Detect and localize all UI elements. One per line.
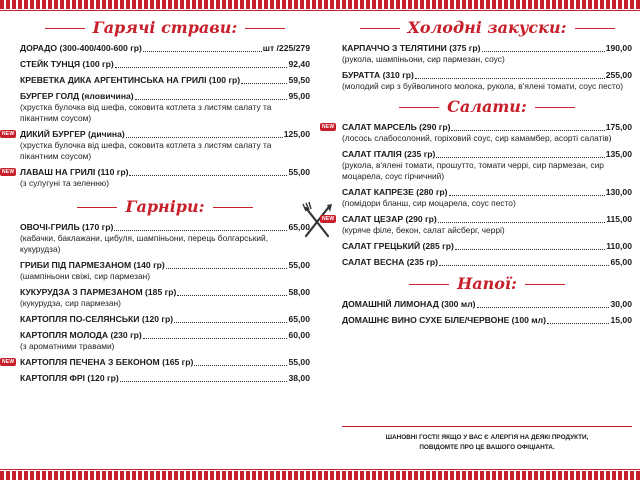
menu-item-name: КУКУРУДЗА З ПАРМЕЗАНОМ (185 гр) <box>20 287 177 297</box>
menu-item-name: КАРТОПЛЯ ПЕЧЕНА З БЕКОНОМ (165 гр) <box>20 357 194 367</box>
hot-dishes-list <box>2 43 310 189</box>
menu-item-price: 60,00 <box>288 330 310 340</box>
menu-item-row <box>342 315 632 326</box>
menu-item-description: (з ароматними травами) <box>20 341 115 351</box>
menu-item-price: 92,40 <box>288 59 310 69</box>
menu-item-name: ДОМАШНЄ ВИНО СУХЕ БІЛЕ/ЧЕРВОНЕ (100 мл) <box>342 315 546 325</box>
menu-item-price: 65,00 <box>610 257 632 267</box>
menu-item-price: 59,50 <box>288 75 310 85</box>
menu-item-row <box>342 241 632 252</box>
menu-item <box>342 241 632 252</box>
menu-item <box>20 260 310 282</box>
menu-item-description: (рукола, шампіньони, сир пармезан, соус) <box>342 54 505 64</box>
new-badge: NEW <box>322 124 335 130</box>
menu-item <box>2 167 310 189</box>
new-badge: NEW <box>2 131 15 137</box>
section-title-hot-dishes <box>20 18 310 37</box>
menu-item <box>20 287 310 309</box>
menu-item-row <box>342 257 632 268</box>
menu-item-name: САЛАТ ЦЕЗАР (290 гр) <box>342 214 437 224</box>
menu-item-description: (помідори бланш, сир моцарела, соус песто) <box>342 198 516 208</box>
heading-rule <box>575 28 615 29</box>
menu-item <box>322 214 632 236</box>
menu-item-price: 115,00 <box>606 214 632 224</box>
menu-item-name: КАРТОПЛЯ ФРІ (120 гр) <box>20 373 119 383</box>
menu-item-row <box>20 222 310 233</box>
menu-item-row <box>20 91 310 102</box>
menu-item-row <box>20 314 310 325</box>
menu-item <box>342 149 632 182</box>
dot-leader <box>115 67 288 68</box>
menu-item-price: 190,00 <box>605 43 632 53</box>
dot-leader <box>120 381 288 382</box>
dot-leader <box>415 78 605 79</box>
dot-leader <box>194 365 287 366</box>
menu-item <box>2 357 310 368</box>
menu-item-name: ГРИБИ ПІД ПАРМЕЗАНОМ (140 гр) <box>20 260 165 270</box>
menu-item-description: (хрустка булочка від шефа, соковита котлета з листям салату та пікантним соусом) <box>20 102 272 123</box>
menu-item-price: 30,00 <box>610 299 632 309</box>
dot-leader <box>451 130 604 131</box>
menu-item-name: КАРТОПЛЯ ПО-СЕЛЯНСЬКИ (120 гр) <box>20 314 174 324</box>
section-title-garnish <box>20 197 310 216</box>
dot-leader <box>129 175 287 176</box>
menu-item <box>20 314 310 325</box>
dot-leader <box>177 295 287 296</box>
dot-leader <box>166 268 288 269</box>
top-border <box>0 0 640 9</box>
allergy-note-line2: ПОВІДОМТЕ ПРО ЦЕ ВАШОГО ОФІЦІАНТА. <box>419 444 555 451</box>
drinks-title-text: Напої: <box>457 274 517 293</box>
menu-item-description: (хрустка булочка від шефа, соковита котлета з листям салату та пікантним соусом) <box>20 140 272 161</box>
menu-item-price: шт /225/279 <box>262 43 310 53</box>
menu-item-price: 15,00 <box>610 315 632 325</box>
bottom-border <box>0 471 640 480</box>
menu-item-price: 38,00 <box>288 373 310 383</box>
dot-leader <box>482 51 605 52</box>
menu-item-name: САЛАТ КАПРЕЗЕ (280 гр) <box>342 187 448 197</box>
menu-item-price: 125,00 <box>283 129 310 139</box>
menu-item-name: ДИКИЙ БУРГЕР (дичина) <box>20 129 125 139</box>
new-badge: NEW <box>322 216 335 222</box>
heading-rule <box>535 107 575 108</box>
heading-rule <box>45 28 85 29</box>
menu-item-name: ДОМАШНІЙ ЛИМОНАД (300 мл) <box>342 299 476 309</box>
menu-item-price: 65,00 <box>288 314 310 324</box>
heading-rule <box>77 207 117 208</box>
menu-item-row <box>20 129 310 140</box>
menu-item-name: ЛАВАШ НА ГРИЛІ (110 гр) <box>20 167 129 177</box>
right-column <box>322 14 632 331</box>
salads-title-text: Салати: <box>447 97 527 116</box>
dot-leader <box>438 222 605 223</box>
menu-item <box>342 43 632 65</box>
menu-item <box>20 43 310 54</box>
menu-item <box>342 315 632 326</box>
menu-item <box>342 257 632 268</box>
menu-item <box>342 70 632 92</box>
menu-item-name: КАРТОПЛЯ МОЛОДА (230 гр) <box>20 330 142 340</box>
dot-leader <box>436 157 604 158</box>
menu-item-price: 95,00 <box>288 91 310 101</box>
menu-item-description: (кабачки, баклажани, цибуля, шампіньони, перець болгарський, кукурудза) <box>20 233 269 254</box>
menu-item-row <box>20 167 310 178</box>
menu-item <box>20 373 310 384</box>
menu-item <box>20 75 310 86</box>
dot-leader <box>143 51 262 52</box>
dot-leader <box>455 249 605 250</box>
heading-rule <box>409 284 449 285</box>
dot-leader <box>114 230 287 231</box>
menu-item-price: 175,00 <box>605 122 632 132</box>
menu-item <box>20 330 310 352</box>
menu-item-price: 130,00 <box>605 187 632 197</box>
garnish-title-text: Гарніри: <box>125 197 205 216</box>
heading-rule <box>360 28 400 29</box>
menu-item-name: СТЕЙК ТУНЦЯ (100 гр) <box>20 59 114 69</box>
allergy-note-line1: ШАНОВНІ ГОСТІ! ЯКЩО У ВАС Є АЛЕРГІЯ НА ДЕЯКІ ПРОДУКТИ, <box>385 434 589 441</box>
menu-item-price: 65,00 <box>288 222 310 232</box>
section-title-salads <box>342 97 632 116</box>
menu-item-row <box>20 357 310 368</box>
menu-item-row <box>342 187 632 198</box>
menu-item-row <box>20 287 310 298</box>
menu-item-name: ОВОЧІ-ГРИЛЬ (170 гр) <box>20 222 114 232</box>
menu-item <box>20 222 310 255</box>
menu-item-name: САЛАТ ВЕСНА (235 гр) <box>342 257 438 267</box>
heading-rule <box>245 28 285 29</box>
menu-item-row <box>20 373 310 384</box>
menu-item-row <box>342 149 632 160</box>
menu-item-description: (кукурудза, сир пармезан) <box>20 298 121 308</box>
menu-item-price: 55,00 <box>288 357 310 367</box>
menu-item-description: (куряче філе, бекон, салат айсберг, черрі) <box>342 225 505 235</box>
menu-item <box>342 299 632 310</box>
menu-item-name: САЛАТ ІТАЛІЯ (235 гр) <box>342 149 436 159</box>
menu-item-name: САЛАТ МАРСЕЛЬ (290 гр) <box>342 122 451 132</box>
menu-item-row <box>342 299 632 310</box>
menu-item-name: БУРГЕР ГОЛД (яловичина) <box>20 91 134 101</box>
menu-item-price: 255,00 <box>605 70 632 80</box>
new-badge: NEW <box>2 169 15 175</box>
dot-leader <box>174 322 287 323</box>
section-title-cold-snacks <box>342 18 632 37</box>
menu-item-row <box>342 214 632 225</box>
menu-item-description: (лосось слабосолоний, горіховий соус, сир камамбер, асорті салатів) <box>342 133 612 143</box>
dot-leader <box>449 195 605 196</box>
menu-item-price: 135,00 <box>605 149 632 159</box>
allergy-note <box>342 426 632 453</box>
menu-item-name: САЛАТ ГРЕЦЬКИЙ (285 гр) <box>342 241 454 251</box>
garnish-list <box>2 222 310 384</box>
dot-leader <box>126 137 283 138</box>
menu-item-row <box>342 122 632 133</box>
menu-item <box>20 91 310 124</box>
dot-leader <box>477 307 610 308</box>
menu-item-name: КРЕВЕТКА ДИКА АРГЕНТИНСЬКА НА ГРИЛІ (100 гр) <box>20 75 241 85</box>
menu-item-name: БУРАТТА (310 гр) <box>342 70 414 80</box>
cold-snacks-list <box>342 43 632 92</box>
menu-item <box>342 187 632 209</box>
menu-item-row <box>20 260 310 271</box>
menu-item-price: 55,00 <box>288 167 310 177</box>
menu-item-price: 110,00 <box>606 241 632 251</box>
new-badge: NEW <box>2 359 15 365</box>
dot-leader <box>547 323 610 324</box>
dot-leader <box>135 99 288 100</box>
hot-title-text: Гарячі страви: <box>92 18 238 37</box>
menu-item-name: КАРПАЧЧО З ТЕЛЯТИНИ (375 гр) <box>342 43 481 53</box>
heading-rule <box>399 107 439 108</box>
menu-item-row <box>342 70 632 81</box>
menu-item-description: (шампіньони свіжі, сир пармезан) <box>20 271 151 281</box>
cold-title-text: Холодні закуски: <box>407 18 567 37</box>
dot-leader <box>143 338 288 339</box>
section-title-drinks <box>342 274 632 293</box>
dot-leader <box>241 83 287 84</box>
menu-item <box>2 129 310 162</box>
left-column <box>2 14 310 389</box>
menu-item-row <box>20 330 310 341</box>
menu-item-price: 55,00 <box>288 260 310 270</box>
menu-item-row <box>20 43 310 54</box>
menu-item-name: ДОРАДО (300-400/400-600 гр) <box>20 43 142 53</box>
menu-item <box>322 122 632 144</box>
dot-leader <box>439 265 610 266</box>
menu-item-description: (з сулугуні та зеленню) <box>20 178 109 188</box>
menu-item-description: (рукола, в'ялені томати, прошутто, томати черрі, сир пармезан, сир моцарела, соус гірчичний) <box>342 160 604 181</box>
menu-item-price: 58,00 <box>288 287 310 297</box>
drinks-list <box>342 299 632 326</box>
heading-rule <box>525 284 565 285</box>
heading-rule <box>213 207 253 208</box>
menu-item-row <box>20 75 310 86</box>
menu-item <box>20 59 310 70</box>
menu-item-row <box>20 59 310 70</box>
menu-item-description: (молодий сир з буйволиного молока, рукола, в'ялені томати, соус песто) <box>342 81 624 91</box>
menu-item-row <box>342 43 632 54</box>
salads-list <box>322 122 632 268</box>
